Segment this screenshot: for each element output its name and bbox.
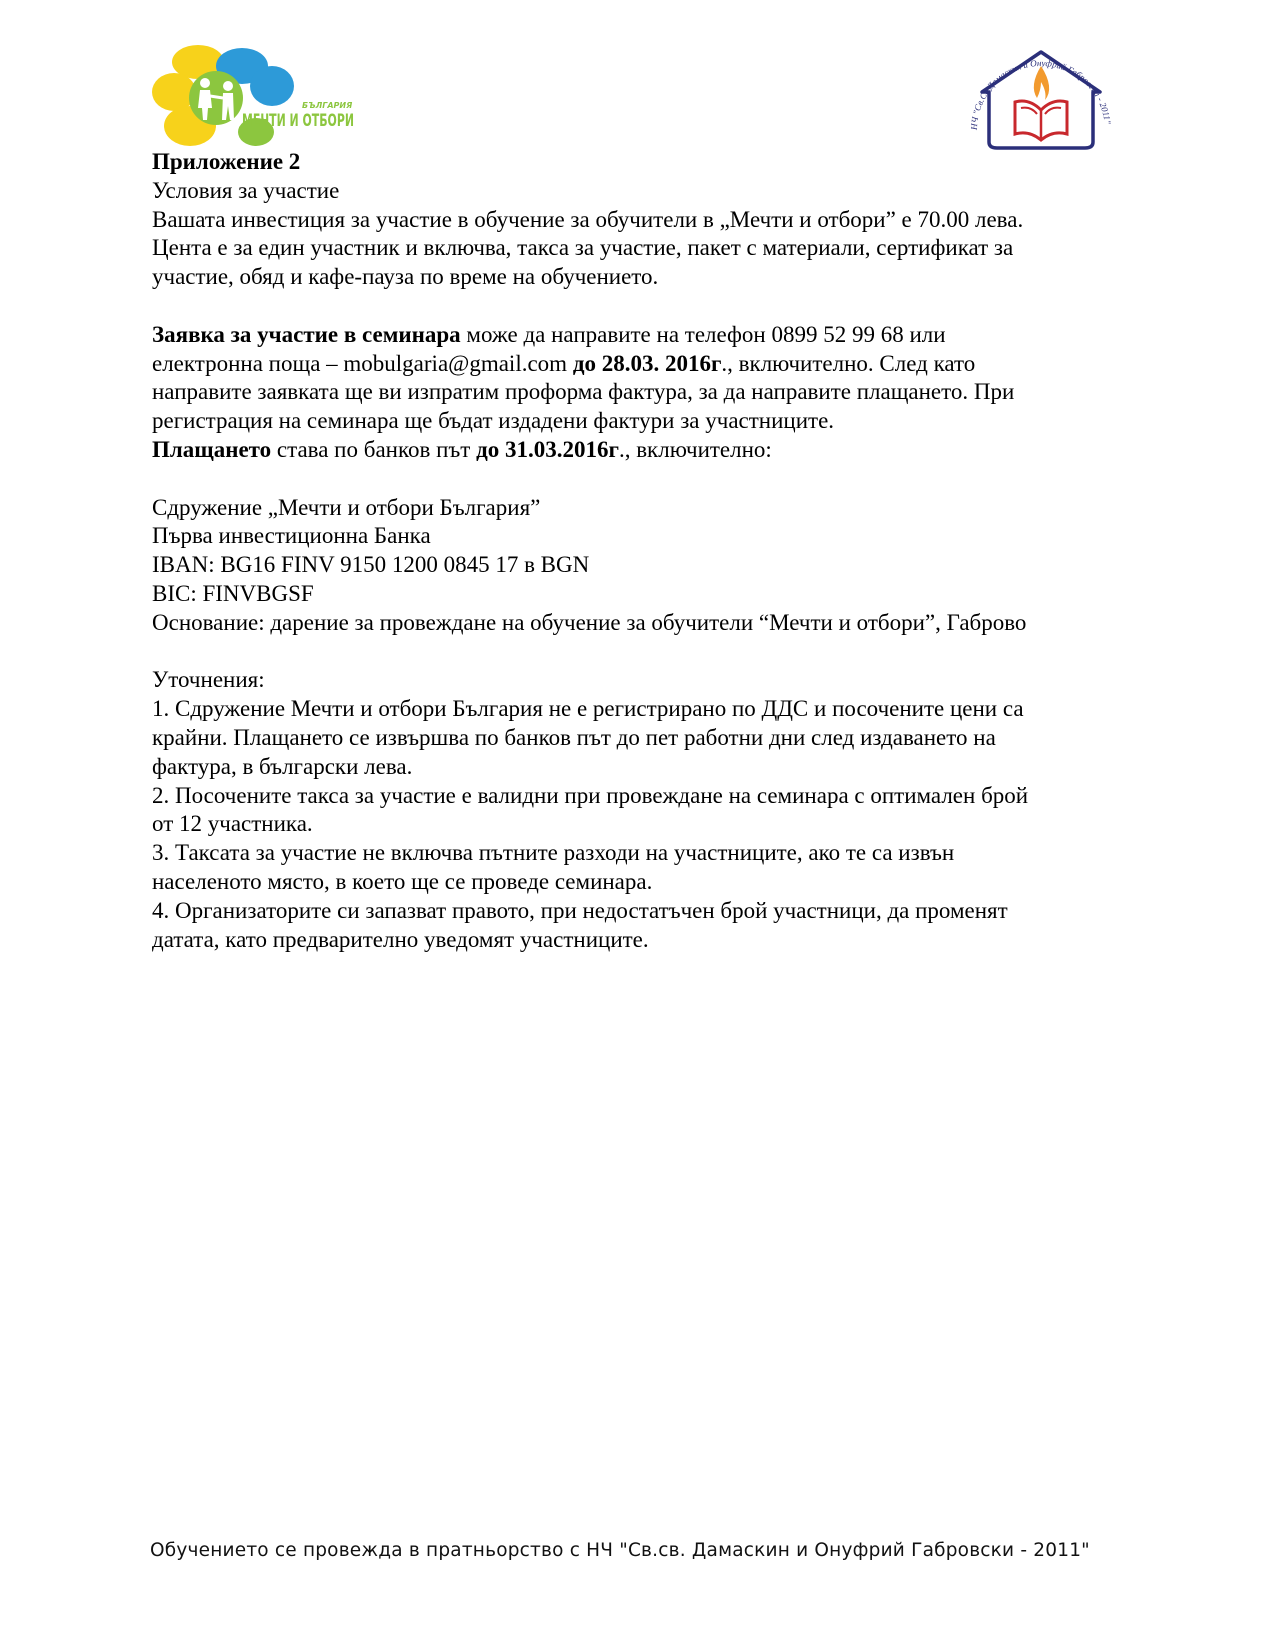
application-email-text: електронна поща – mobulgaria@gmail.com <box>152 350 573 376</box>
intro-line-3: участие, обяд и кафе-пауза по време на обучението. <box>152 264 659 290</box>
document-subheading: Условия за участие <box>152 177 340 203</box>
dreams-and-teams-logo <box>150 40 360 155</box>
note-line: 1. Сдружение Мечти и отбори България не е регистрирано по ДДС и посочените цени са <box>152 696 1024 722</box>
application-line-3: направите заявката ще ви изпратим проформа фактура, за да направите плащането. При <box>152 379 1015 405</box>
document-body <box>152 148 1152 954</box>
bank-iban: IBAN: BG16 FINV 9150 1200 0845 17 в BGN <box>152 552 590 578</box>
bank-bic: BIC: FINVBGSF <box>152 580 314 606</box>
payment-end: ., включително: <box>618 436 772 462</box>
page-footer: Обучението се провежда в пратньорство с НЧ "Св.св. Дамаскин и Онуфрий Габровски - 2011" <box>150 1540 1090 1561</box>
document-heading: Приложение 2 <box>152 149 301 174</box>
payment-label: Плащането <box>152 436 272 462</box>
application-line-4: регистрация на семинара ще бъдат издадени фактури за участниците. <box>152 408 835 434</box>
note-line: крайни. Плащането се извършва по банков път до пет работни дни след издаването на <box>152 724 996 750</box>
community-center-logo <box>955 30 1125 165</box>
notes-title: Уточнения: <box>152 667 265 693</box>
logo-main-text: МЕЧТИ И ОТБОРИ <box>242 111 354 131</box>
logo-arc-text: НЧ "Св.Св.Дамаскин и Онуфрий Габровски - 2011" <box>968 57 1113 131</box>
bank-association: Сдружение „Мечти и отбори България” <box>152 494 541 520</box>
application-line-2 <box>152 350 1152 379</box>
note-line: населеното място, в което ще се проведе семинара. <box>152 868 653 894</box>
application-text-1: може да направите на телефон 0899 52 99 68 или <box>460 321 946 347</box>
application-label: Заявка за участие в семинара <box>152 321 461 347</box>
note-line: от 12 участника. <box>152 811 313 837</box>
bank-name: Първа инвестиционна Банка <box>152 523 431 549</box>
application-line-1 <box>152 321 1152 350</box>
payment-deadline: до 31.03.2016г <box>476 436 619 462</box>
payment-text: става по банков път <box>271 436 477 462</box>
bank-reason: Основание: дарение за провеждане на обучение за обучители “Мечти и отбори”, Габрово <box>152 609 1027 635</box>
note-line: 3. Таксата за участие не включва пътните разходи на участниците, ако те са извън <box>152 840 955 866</box>
note-line: датата, като предварително уведомят участниците. <box>152 926 649 952</box>
intro-line-2: Цента е за един участник и включва, такса за участие, пакет с материали, сертификат за <box>152 235 1014 261</box>
logo-top-text: БЪЛГАРИЯ <box>302 101 353 110</box>
intro-line-1: Вашата инвестиция за участие в обучение за обучители в „Мечти и отбори” е 70.00 лева. <box>152 206 1024 232</box>
application-text-2: ., включително. След като <box>721 350 976 376</box>
note-line: 4. Организаторите си запазват правото, при недостатъчен брой участници, да променят <box>152 897 1008 923</box>
note-line: 2. Посочените такса за участие е валидни при провеждане на семинара с оптимален брой <box>152 782 1029 808</box>
payment-line <box>152 436 1152 465</box>
note-line: фактура, в български лева. <box>152 753 413 779</box>
application-deadline: до 28.03. 2016г <box>572 350 722 376</box>
